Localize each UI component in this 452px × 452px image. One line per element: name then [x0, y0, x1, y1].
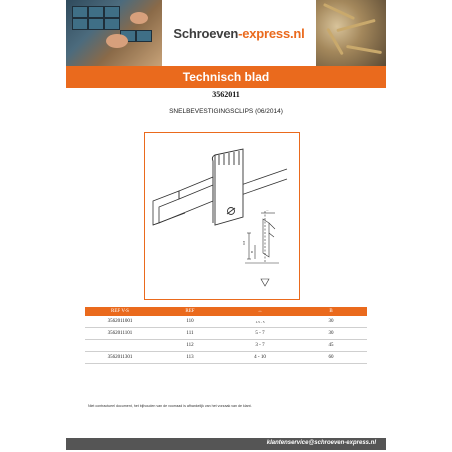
cell-range: 5 - 7: [225, 328, 295, 340]
page-title: Technisch blad: [182, 70, 270, 84]
logo[interactable]: [162, 0, 316, 66]
spec-table: [85, 307, 367, 364]
header-photo-tools: [66, 0, 162, 66]
product-name: SNELBEVESTIGINGSCLIPS (06/2014): [169, 108, 283, 115]
col-header-range: ↔: [225, 307, 295, 316]
svg-text:B: B: [250, 250, 254, 253]
clip-drawing-svg: [145, 133, 299, 299]
col-header-ref-vs: REF V-S: [85, 307, 155, 316]
col-header-ref: REF: [155, 307, 225, 316]
table-header-row: [85, 307, 367, 316]
cell-range: 4 - 10: [225, 352, 295, 364]
footer-bar: [66, 438, 386, 450]
table-row: [85, 340, 367, 352]
disclaimer-text: Niet contractueel document, het bijhouden van de voorraad is afhankelijk van het vorzaak van de klant.: [88, 404, 252, 408]
cell-range: 3 - 7: [225, 340, 295, 352]
technical-sheet: [66, 0, 386, 452]
product-code: 3562011: [212, 90, 240, 99]
cell-b: 60: [295, 352, 367, 364]
cell-ref-vs: 3562011001: [85, 316, 155, 328]
svg-text:↔: ↔: [266, 208, 269, 212]
cell-b: 45: [295, 340, 367, 352]
logo-accent-text: -express.nl: [238, 25, 305, 41]
cell-ref: 110: [155, 316, 225, 328]
cell-ref-vs: [85, 340, 155, 352]
cell-ref: 111: [155, 328, 225, 340]
cell-ref-vs: 3562011101: [85, 328, 155, 340]
footer-email-link[interactable]: klantenservice@schroeven-express.nl: [266, 440, 376, 446]
title-bar: [66, 66, 386, 88]
table-row: [85, 352, 367, 364]
table-row: [85, 316, 367, 328]
header-photo-screws: [316, 0, 386, 66]
cell-ref-vs: 3562011301: [85, 352, 155, 364]
cell-range: 1.5 - 5: [225, 316, 295, 328]
technical-drawing: [144, 132, 300, 300]
cell-ref: 113: [155, 352, 225, 364]
cell-b: 30: [295, 328, 367, 340]
col-header-b: B: [295, 307, 367, 316]
table-row: [85, 328, 367, 340]
svg-text:0.8: 0.8: [242, 240, 246, 245]
logo-main-text: Schroeven: [173, 25, 239, 41]
cell-ref: 112: [155, 340, 225, 352]
cell-b: 30: [295, 316, 367, 328]
